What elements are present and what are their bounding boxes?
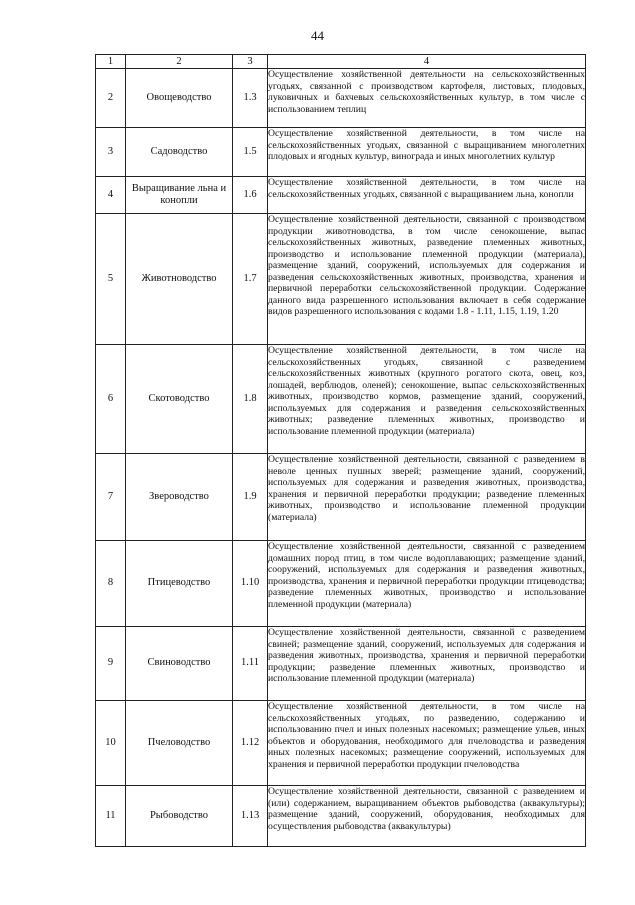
page-number: 44 [311,28,324,43]
row-number: 5 [96,214,126,345]
land-use-table [95,54,586,847]
use-type-name: Свиноводство [126,627,233,701]
use-type-description: Осуществление хозяйственной деятельности, связанной с разведением свиней; размещение зданий, сооружений, используемых для содержания и разведения животных, производства, хранения и первичной переработки продукции; разведение племенных животных, производство и использование племенной продукции (материала) [268,627,586,701]
table-header-row [96,55,586,69]
row-number: 4 [96,177,126,214]
header-col-3: 3 [233,55,268,69]
table-row [96,701,586,786]
table-row [96,345,586,454]
use-type-code: 1.12 [233,701,268,786]
use-type-description: Осуществление хозяйственной деятельности, в том числе на сельскохозяйственных угодьях, связанной с выращиванием льна, конопли [268,177,586,214]
use-type-name: Овощеводство [126,69,233,128]
row-number: 9 [96,627,126,701]
table-row [96,69,586,128]
use-type-description: Осуществление хозяйственной деятельности, в том числе на сельскохозяйственных угодьях, по разведению, содержанию и использованию пчел и иных полезных насекомых; размещение ульев, иных объектов и оборудования, необходимого для пчеловодства и разведения иных полезных насекомых; размещение сооружений, используемых для хранения и первичной переработки продукции пчеловодства [268,701,586,786]
table-row [96,786,586,847]
use-type-name: Птицеводство [126,541,233,627]
use-type-description: Осуществление хозяйственной деятельности, в том числе на сельскохозяйственных угодьях, связанной с разведением сельскохозяйственных животных (крупного рогатого скота, овец, коз, лошадей, верблюдов, оленей); сенокошение, выпас сельскохозяйственных животных, производство кормов, размещение зданий, сооружений, используемых для содержания и разведения сельскохозяйственных животных; разведение племенных животных, производство и использование племенной продукции (материала) [268,345,586,454]
use-type-code: 1.8 [233,345,268,454]
use-type-name: Выращивание льна и конопли [126,177,233,214]
row-number: 11 [96,786,126,847]
use-type-description: Осуществление хозяйственной деятельности, в том числе на сельскохозяйственных угодьях, связанной с выращиванием многолетних плодовых и ягодных культур, винограда и иных многолетних культур [268,128,586,177]
header-col-4: 4 [268,55,586,69]
use-type-code: 1.11 [233,627,268,701]
use-type-description: Осуществление хозяйственной деятельности, связанной с разведением и (или) содержанием, выращиванием объектов рыбоводства (аквакультуры); размещение зданий, сооружений, оборудования, необходимых для осуществления рыбоводства (аквакультуры) [268,786,586,847]
use-type-description: Осуществление хозяйственной деятельности на сельскохозяйственных угодьях, связанной с производством картофеля, листовых, плодовых, луковичных и бахчевых сельскохозяйственных культур, в том числе с использованием теплиц [268,69,586,128]
use-type-name: Рыбоводство [126,786,233,847]
use-type-description: Осуществление хозяйственной деятельности, связанной с производством продукции животноводства, в том числе сенокошение, выпас сельскохозяйственных животных, разведение племенных животных, производство и использование племенной продукции (материала), размещение зданий, сооружений, используемых для содержания и разведения сельскохозяйственных животных, производства, хранения и первичной переработки сельскохозяйственной продукции. Содержание данного вида разрешенного использования включает в себя содержание видов разрешенного использования с кодами 1.8 - 1.11, 1.15, 1.19, 1.20 [268,214,586,345]
use-type-code: 1.6 [233,177,268,214]
table-row [96,128,586,177]
row-number: 10 [96,701,126,786]
use-type-description: Осуществление хозяйственной деятельности, связанной с разведением домашних пород птиц, в том числе водоплавающих; размещение зданий, сооружений, используемых для содержания и разведения животных, производства, хранения и первичной переработки продукции птицеводства; разведение племенных животных, производство и использование племенной продукции (материала) [268,541,586,627]
table-row [96,177,586,214]
header-col-1: 1 [96,55,126,69]
row-number: 3 [96,128,126,177]
row-number: 2 [96,69,126,128]
table-row [96,541,586,627]
use-type-code: 1.9 [233,454,268,541]
table-row [96,214,586,345]
row-number: 7 [96,454,126,541]
table-row [96,454,586,541]
use-type-name: Скотоводство [126,345,233,454]
use-type-code: 1.5 [233,128,268,177]
use-type-name: Звероводство [126,454,233,541]
use-type-code: 1.13 [233,786,268,847]
use-type-code: 1.7 [233,214,268,345]
row-number: 6 [96,345,126,454]
use-type-code: 1.3 [233,69,268,128]
use-type-description: Осуществление хозяйственной деятельности, связанной с разведением в неволе ценных пушных зверей; размещение зданий, сооружений, используемых для содержания и разведения животных, производства, хранения и первичной переработки продукции; разведение племенных животных, производство и использование племенной продукции (материала) [268,454,586,541]
use-type-name: Садоводство [126,128,233,177]
use-type-code: 1.10 [233,541,268,627]
header-col-2: 2 [126,55,233,69]
use-type-name: Пчеловодство [126,701,233,786]
table-row [96,627,586,701]
use-type-name: Животноводство [126,214,233,345]
row-number: 8 [96,541,126,627]
